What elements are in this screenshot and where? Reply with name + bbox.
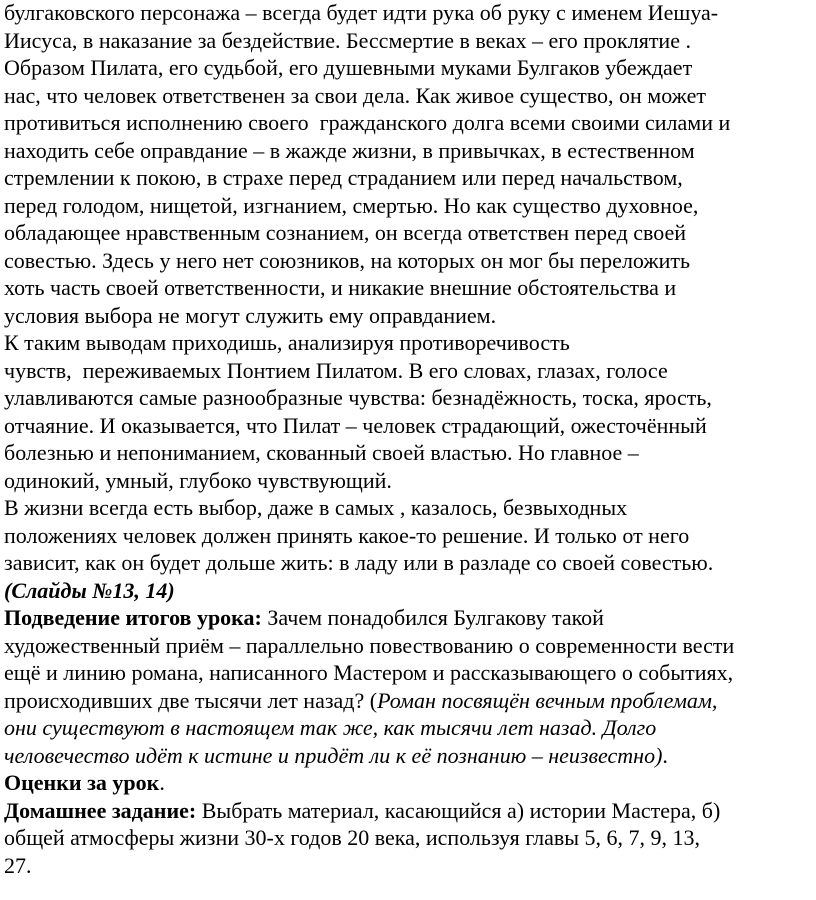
text-line <box>4 522 810 550</box>
text-run: отчаяние. И оказывается, что Пилат – человек страдающий, ожесточённый <box>4 412 707 438</box>
text-line <box>4 632 810 660</box>
text-run: человечество идёт к истине и придёт ли к её познанию – неизвестно) <box>4 742 663 768</box>
text-line <box>4 54 810 82</box>
text-line <box>4 714 810 742</box>
text-line <box>4 467 810 495</box>
text-run: Роман посвящён вечным проблемам, <box>377 687 718 713</box>
text-run: условия выбора не могут служить ему оправданием. <box>4 302 497 328</box>
text-line <box>4 769 810 797</box>
text-run: противиться исполнению своего гражданского долга всеми своими силами и <box>4 110 731 135</box>
text-run: Выбрать материал, касающийся а) истории Мастера, б) <box>196 797 721 823</box>
text-line <box>4 494 810 522</box>
text-run: они существуют в настоящем так же, как тысячи лет назад. Долго <box>4 715 657 740</box>
text-run: улавливаются самые разнообразные чувства: безнадёжность, тоска, ярость, <box>4 385 712 410</box>
document-body <box>4 0 810 879</box>
text-run: ещё и линию романа, написанного Мастером и рассказывающего о событиях, <box>4 660 734 685</box>
text-run: Иисуса, в наказание за бездействие. Бессмертие в веках – его проклятие . <box>4 27 691 53</box>
text-run: совестью. Здесь у него нет союзников, на которых он мог бы переложить <box>4 247 690 273</box>
text-line <box>4 357 810 385</box>
text-run: булгаковского персонажа – всегда будет идти рука об руку с именем Иешуа- <box>4 0 719 25</box>
text-run: Домашнее задание: <box>4 797 197 823</box>
text-line <box>4 82 810 110</box>
text-line <box>4 577 810 605</box>
text-run: Зачем понадобился Булгакову такой <box>261 605 604 630</box>
text-run: болезнью и непониманием, скованный своей властью. Но главное – <box>4 440 639 465</box>
text-run: художественный приём – параллельно повествованию о современности вести <box>4 632 735 658</box>
text-line <box>4 27 810 55</box>
text-run: перед голодом, нищетой, изгнанием, смертью. Но как существо духовное, <box>4 192 699 218</box>
text-line <box>4 659 810 687</box>
text-run: хоть часть своей ответственности, и никакие внешние обстоятельства и <box>4 275 677 300</box>
text-line <box>4 742 810 770</box>
text-line <box>4 0 810 27</box>
text-run: зависит, как он будет дольше жить: в ладу или в разладе со своей совестью. <box>4 550 714 575</box>
text-line <box>4 687 810 715</box>
text-run: положениях человек должен принять какое-то решение. И только от него <box>4 522 690 548</box>
text-run: . <box>662 742 668 768</box>
text-run: находить себе оправдание – в жажде жизни, в привычках, в естественном <box>4 137 695 163</box>
text-line <box>4 549 810 577</box>
text-line <box>4 439 810 467</box>
text-line <box>4 302 810 330</box>
text-run: чувств, переживаемых Понтием Пилатом. В его словах, глазах, голосе <box>4 357 668 383</box>
text-line <box>4 824 810 852</box>
text-line <box>4 412 810 440</box>
text-line <box>4 137 810 165</box>
text-run: Оценки за урок <box>4 770 160 795</box>
text-run: (Слайды №13, 14) <box>4 577 175 603</box>
text-line <box>4 192 810 220</box>
text-run: нас, что человек ответственен за свои дела. Как живое существо, он может <box>4 82 706 108</box>
text-line <box>4 384 810 412</box>
text-line <box>4 274 810 302</box>
text-line <box>4 852 810 880</box>
text-line <box>4 797 810 825</box>
text-run: К таким выводам приходишь, анализируя противоречивость <box>4 330 570 355</box>
text-line <box>4 164 810 192</box>
text-line <box>4 219 810 247</box>
text-run: обладающее нравственным сознанием, он всегда ответствен перед своей <box>4 220 687 245</box>
text-run: 27. <box>4 852 32 878</box>
text-run: общей атмосферы жизни 30-х годов 20 века, используя главы 5, 6, 7, 9, 13, <box>4 825 701 850</box>
text-run: происходивших две тысячи лет назад? ( <box>4 687 378 713</box>
text-line <box>4 247 810 275</box>
text-line <box>4 329 810 357</box>
text-run: одинокий, умный, глубоко чувствующий. <box>4 467 392 493</box>
text-run: В жизни всегда есть выбор, даже в самых , казалось, безвыходных <box>4 495 628 520</box>
text-line <box>4 604 810 632</box>
text-run: стремлении к покою, в страхе перед страданием или перед начальством, <box>4 165 683 190</box>
text-run: Образом Пилата, его судьбой, его душевными муками Булгаков убеждает <box>4 55 693 80</box>
text-line <box>4 109 810 137</box>
text-run: . <box>159 770 165 795</box>
text-run: Подведение итогов урока: <box>4 605 262 630</box>
